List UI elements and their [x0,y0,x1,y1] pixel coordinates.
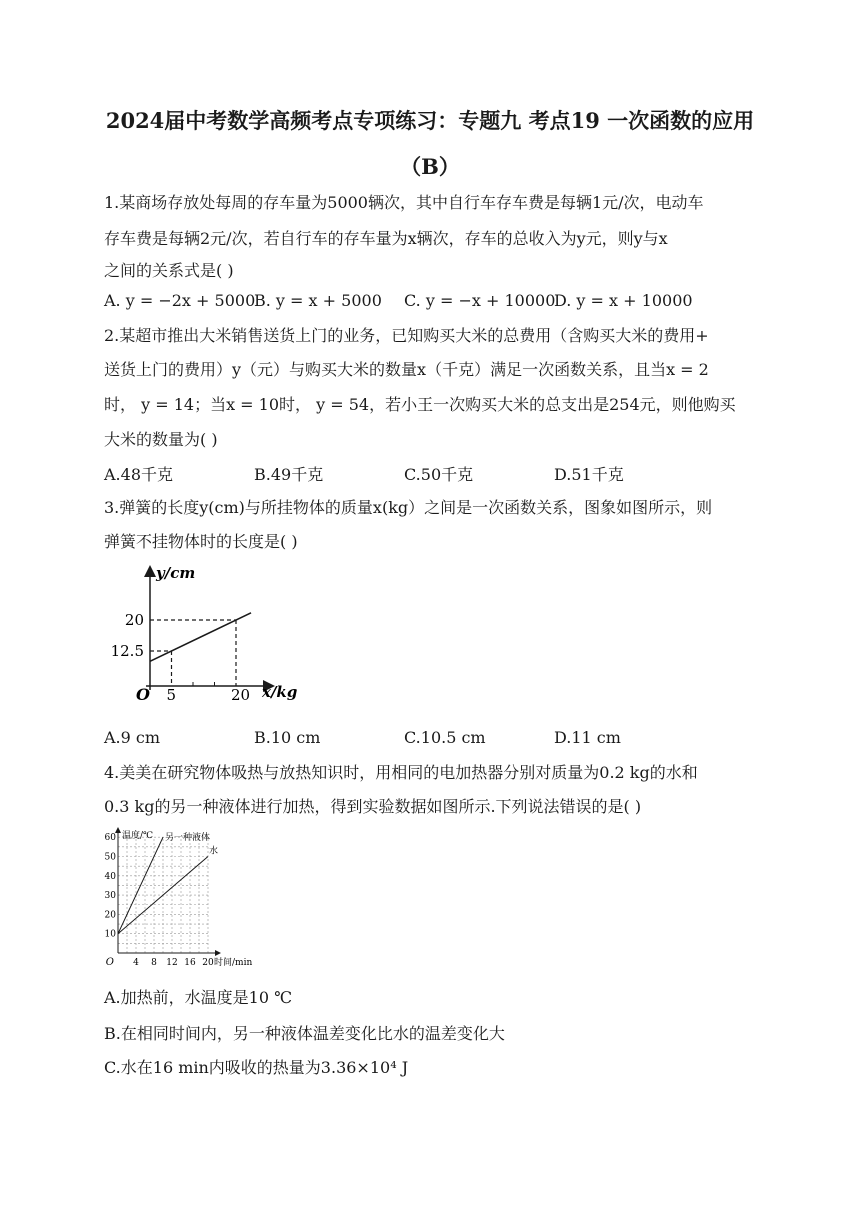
option-a: A. y = −2x + 5000 [104,291,256,310]
question-text-line: 送货上门的费用）y（元）与购买大米的数量x（千克）满足一次函数关系，且当x = 2 [104,360,709,379]
spring-length-chart [100,560,310,710]
y-tick-label: 10 [104,929,116,940]
temperature-chart [100,824,280,972]
x-axis-label: x/kg [262,683,298,701]
x-tick-label: 12 [166,958,178,968]
option-b: B.在相同时间内，另一种液体温差变化比水的温差变化大 [104,1024,505,1043]
option-d: D.11 cm [554,728,621,747]
option-c: C.10.5 cm [404,728,486,747]
y-tick-label: 60 [104,833,116,844]
option-c: C. y = −x + 10000 [404,291,556,310]
document-title: 2024届中考数学高频考点专项练习：专题九 考点19 一次函数的应用 [105,108,755,133]
question-text-line: 4.美美在研究物体吸热与放热知识时，用相同的电加热器分别对质量为0.2 kg的水和 [104,763,698,782]
option-c: C.50千克 [404,465,474,484]
y-tick-label: 40 [104,871,116,882]
y-axis-label: y/cm [156,564,196,582]
y-axis-label: 温度/℃ [122,831,154,841]
option-b: B. y = x + 5000 [254,291,382,310]
question-text-line: 之间的关系式是( ) [104,261,234,280]
option-a: A.加热前，水温度是10 ℃ [104,988,292,1007]
option-a: A.48千克 [104,465,174,484]
x-tick-label: 4 [133,958,139,968]
y-tick-label: 50 [104,852,116,863]
x-axis-label: 时间/min [214,958,253,968]
question-text-line: 存车费是每辆2元/次，若自行车的存车量为x辆次，存车的总收入为y元，则y与x [104,229,668,248]
y-tick-label: 20 [104,910,116,921]
series-line [118,837,163,934]
series-label: 水 [209,846,219,857]
question-text-line: 0.3 kg的另一种液体进行加热，得到实验数据如图所示.下列说法错误的是( ) [104,797,642,816]
x-tick-label: 20 [202,958,214,968]
option-b: B.49千克 [254,465,324,484]
x-tick-label: 5 [166,686,177,704]
y-tick-label: 30 [104,891,116,902]
option-b: B.10 cm [254,728,321,747]
question-text-line: 2.某超市推出大米销售送货上门的业务，已知购买大米的总费用（含购买大米的费用+ [104,326,709,345]
question-text-line: 弹簧不挂物体时的长度是( ) [104,532,298,551]
option-d: D. y = x + 10000 [554,291,693,310]
question-text-line: 大米的数量为( ) [104,430,218,449]
y-tick-label: 20 [124,611,144,630]
x-tick-label: 20 [231,686,251,704]
question-text-line: 时， y = 14；当x = 10时， y = 54，若小王一次购买大米的总支出是254元，则他购买 [104,395,736,414]
origin-label: O [105,957,114,968]
question-text-line: 1.某商场存放处每周的存车量为5000辆次，其中自行车存车费是每辆1元/次，电动车 [104,193,704,212]
x-tick-label: 8 [151,958,157,968]
series-label: 另一种液体 [165,833,211,843]
y-tick-label: 12.5 [110,642,144,660]
document-title-suffix: （B） [400,154,460,179]
origin-label: O [136,685,150,704]
question-text-line: 3.弹簧的长度y(cm)与所挂物体的质量x(kg）之间是一次函数关系，图象如图所示，则 [104,498,713,517]
option-a: A.9 cm [104,728,161,747]
option-d: D.51千克 [554,465,624,484]
x-tick-label: 16 [184,958,196,968]
option-c: C.水在16 min内吸收的热量为3.36×10⁴ J [104,1058,409,1077]
